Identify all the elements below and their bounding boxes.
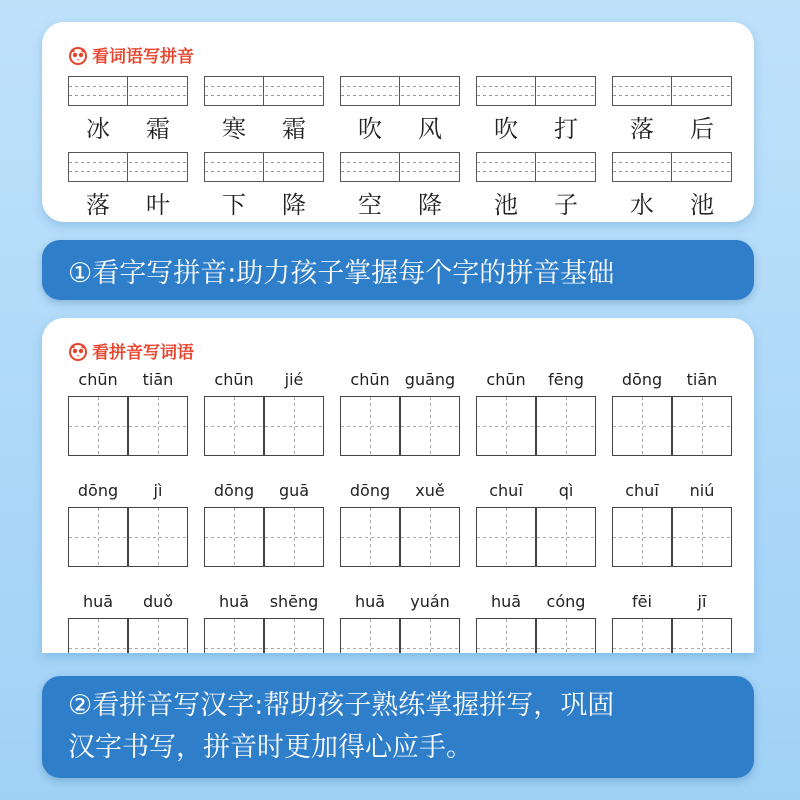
pinyin-label: chūn xyxy=(78,370,118,389)
hanzi-char: 落 xyxy=(630,115,654,143)
tianzige-box[interactable] xyxy=(128,396,188,456)
owl-icon xyxy=(68,341,88,361)
hanzi-char: 霜 xyxy=(282,115,306,143)
pinyin-label: huā xyxy=(218,592,250,611)
tianzige-box[interactable] xyxy=(612,396,672,456)
pinyin-writing-box[interactable] xyxy=(204,152,324,182)
pinyin-writing-box[interactable] xyxy=(340,152,460,182)
tianzige-box[interactable] xyxy=(68,507,128,567)
tianzige-box[interactable] xyxy=(672,618,732,653)
word-item xyxy=(476,152,596,219)
tianzige-box[interactable] xyxy=(400,396,460,456)
pinyin-label: jié xyxy=(284,370,304,389)
word-item xyxy=(612,76,732,143)
tianzige-box[interactable] xyxy=(340,618,400,653)
tianzige-box[interactable] xyxy=(204,396,264,456)
pinyin-label: tiān xyxy=(142,370,174,389)
tianzige-box[interactable] xyxy=(340,507,400,567)
tianzige-box[interactable] xyxy=(128,618,188,653)
tianzige-box[interactable] xyxy=(536,618,596,653)
pinyin-writing-box[interactable] xyxy=(68,76,188,106)
pinyin-label: fēi xyxy=(632,592,652,611)
pinyin-label: dōng xyxy=(77,481,119,500)
hanzi-char: 池 xyxy=(494,191,518,219)
hanzi-char: 吹 xyxy=(358,115,382,143)
section-title xyxy=(68,338,194,363)
tianzige-box[interactable] xyxy=(476,618,536,653)
tianzige-box[interactable] xyxy=(68,618,128,653)
tianzige-box[interactable] xyxy=(264,507,324,567)
pinyin-label: huā xyxy=(82,592,114,611)
pinyin-label: jī xyxy=(697,592,707,611)
pinyin-label: cóng xyxy=(546,592,586,611)
word-item xyxy=(340,76,460,143)
pinyin-label: dōng xyxy=(621,370,663,389)
hanzi-char: 空 xyxy=(358,191,382,219)
tianzige-box[interactable] xyxy=(400,618,460,653)
hanzi-char: 叶 xyxy=(146,191,170,219)
tianzige-box[interactable] xyxy=(400,507,460,567)
hanzi-char: 寒 xyxy=(222,115,246,143)
pinyin-label: huā xyxy=(490,592,522,611)
tianzige-box[interactable] xyxy=(204,507,264,567)
word-item xyxy=(68,76,188,143)
section-title-text: 看词语写拼音 xyxy=(92,47,194,67)
banner-text: ①看字写拼音:助力孩子掌握每个字的拼音基础 xyxy=(68,257,615,289)
hanzi-char: 落 xyxy=(86,191,110,219)
tianzige-box[interactable] xyxy=(264,396,324,456)
feature-banner-2 xyxy=(42,676,754,778)
pinyin-label: dōng xyxy=(213,481,255,500)
hanzi-char: 打 xyxy=(554,115,578,143)
pinyin-writing-box[interactable] xyxy=(204,76,324,106)
hanzi-char: 吹 xyxy=(494,115,518,143)
pinyin-label: yuán xyxy=(410,592,450,611)
word-item xyxy=(68,152,188,219)
pinyin-label: dōng xyxy=(349,481,391,500)
word-item xyxy=(204,76,324,143)
tianzige-box[interactable] xyxy=(476,396,536,456)
pinyin-label: chuī xyxy=(625,481,659,500)
pinyin-label: chūn xyxy=(350,370,390,389)
word-item xyxy=(612,152,732,219)
tianzige-box[interactable] xyxy=(204,618,264,653)
pinyin-label: jì xyxy=(153,481,163,500)
pinyin-writing-box[interactable] xyxy=(476,76,596,106)
hanzi-char: 子 xyxy=(554,191,578,219)
hanzi-char: 水 xyxy=(630,191,654,219)
tianzige-box[interactable] xyxy=(340,396,400,456)
word-item xyxy=(476,76,596,143)
pinyin-writing-box[interactable] xyxy=(476,152,596,182)
pinyin-label: chūn xyxy=(214,370,254,389)
feature-banner-1 xyxy=(42,240,754,300)
tianzige-box[interactable] xyxy=(612,618,672,653)
hanzi-char: 降 xyxy=(282,191,306,219)
word-item xyxy=(340,152,460,219)
pinyin-label: chūn xyxy=(486,370,526,389)
banner-line-2: 汉字书写，拼音时更加得心应手。 xyxy=(68,732,473,763)
pinyin-label: guā xyxy=(278,481,310,500)
hanzi-char: 霜 xyxy=(146,115,170,143)
tianzige-box[interactable] xyxy=(476,507,536,567)
tianzige-box[interactable] xyxy=(612,507,672,567)
pinyin-writing-box[interactable] xyxy=(612,152,732,182)
hanzi-char: 冰 xyxy=(86,115,110,143)
tianzige-box[interactable] xyxy=(264,618,324,653)
hanzi-char: 后 xyxy=(690,115,714,143)
hanzi-char: 池 xyxy=(690,191,714,219)
pinyin-writing-box[interactable] xyxy=(340,76,460,106)
section-title-text: 看拼音写词语 xyxy=(92,343,194,363)
pinyin-label: shēng xyxy=(269,592,319,611)
banner-line-1: ②看拼音写汉字:帮助孩子熟练掌握拼写，巩固 xyxy=(68,690,615,721)
pinyin-label: tiān xyxy=(686,370,718,389)
tianzige-box[interactable] xyxy=(672,507,732,567)
word-item xyxy=(204,152,324,219)
tianzige-box[interactable] xyxy=(128,507,188,567)
pinyin-practice-card xyxy=(42,22,754,222)
tianzige-box[interactable] xyxy=(536,396,596,456)
pinyin-label: guāng xyxy=(404,370,456,389)
tianzige-box[interactable] xyxy=(672,396,732,456)
pinyin-writing-box[interactable] xyxy=(612,76,732,106)
pinyin-label: qì xyxy=(558,481,574,500)
hanzi-char: 降 xyxy=(418,191,442,219)
section-title xyxy=(68,42,194,67)
pinyin-label: duǒ xyxy=(142,592,174,611)
owl-icon xyxy=(68,45,88,65)
tianzige-box[interactable] xyxy=(536,507,596,567)
hanzi-char: 下 xyxy=(222,191,246,219)
pinyin-label: fēng xyxy=(548,370,584,389)
pinyin-label: niú xyxy=(689,481,715,500)
hanzi-char: 风 xyxy=(418,115,442,143)
hanzi-practice-card xyxy=(42,318,754,653)
pinyin-label: chuī xyxy=(489,481,523,500)
pinyin-writing-box[interactable] xyxy=(68,152,188,182)
pinyin-label: huā xyxy=(354,592,386,611)
tianzige-box[interactable] xyxy=(68,396,128,456)
pinyin-label: xuě xyxy=(415,481,445,500)
